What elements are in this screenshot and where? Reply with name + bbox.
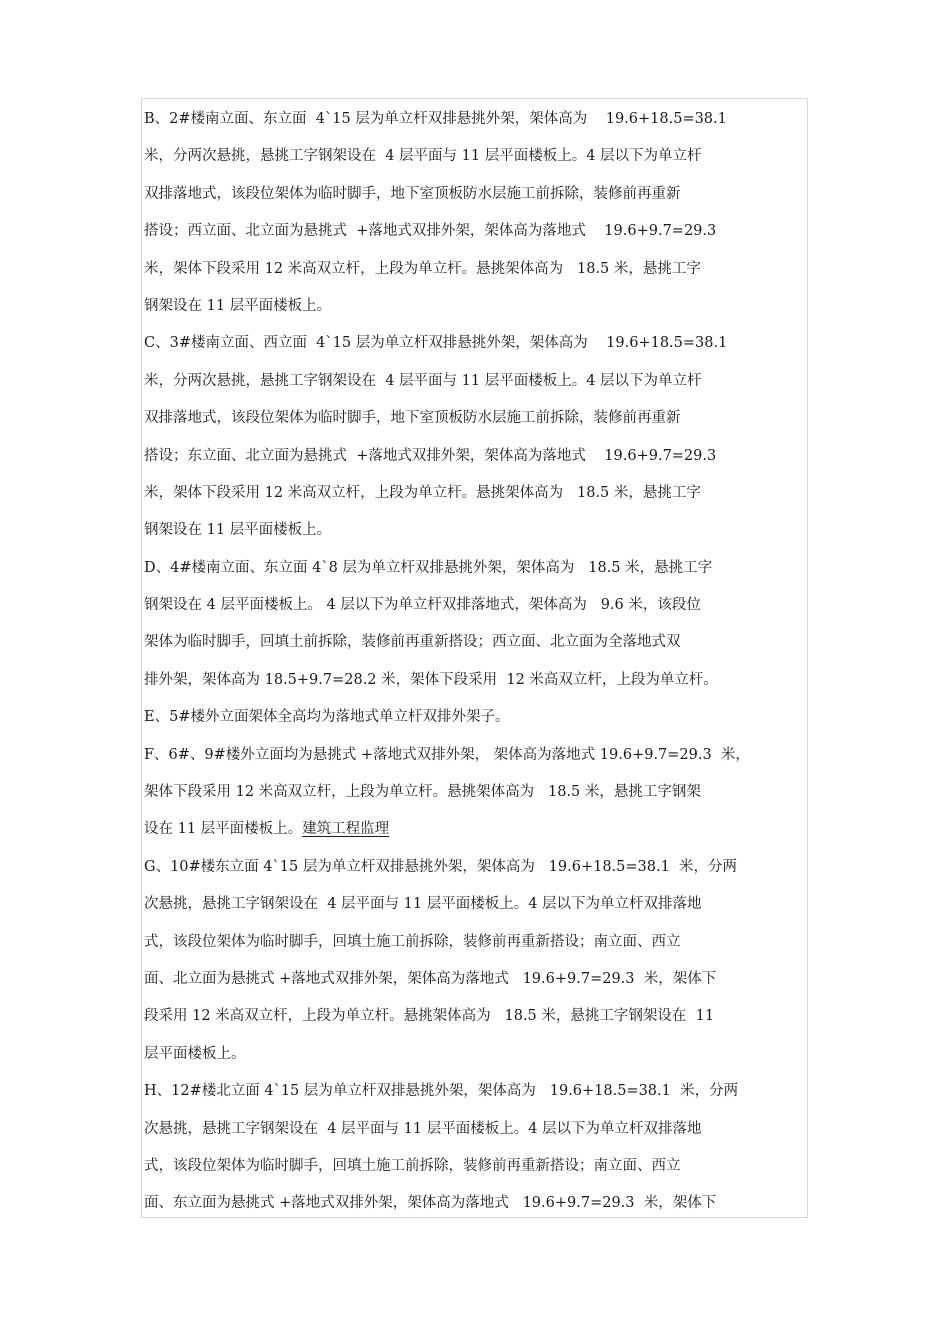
text-line (144, 292, 809, 329)
text-line (144, 1152, 809, 1189)
text-line-content: D、4#楼南立面、东立面 4`8 层为单立杆双排悬挑外架，架体高为 18.5 米，悬挑工字 (144, 559, 713, 576)
text-line (144, 628, 809, 665)
text-line (144, 142, 809, 179)
related-link[interactable]: 建筑工程监理 (302, 821, 390, 838)
text-line-content: 段采用 12 米高双立杆，上段为单立杆。悬挑架体高为 18.5 米，悬挑工字钢架设在 11 (144, 1008, 715, 1025)
text-line-content: F、6#、9#楼外立面均为悬挑式 +落地式双排外架， 架体高为落地式 19.6+9.7=29.3 米， (144, 746, 750, 763)
text-line (144, 217, 809, 254)
text-line (144, 1115, 809, 1152)
text-line (144, 853, 809, 890)
text-line (144, 255, 809, 292)
text-line (144, 105, 809, 142)
text-line (144, 965, 809, 1002)
text-line (144, 404, 809, 441)
text-line-content: B、2#楼南立面、东立面 4`15 层为单立杆双排悬挑外架，架体高为 19.6+18.5=38.1 (144, 111, 727, 127)
text-line (144, 703, 809, 740)
text-line-content: H、12#楼北立面 4`15 层为单立杆双排悬挑外架，架体高为 19.6+18.5=38.1 米，分两 (144, 1083, 739, 1100)
text-line (144, 329, 809, 366)
document-body (144, 105, 809, 1227)
text-line-content: E、5#楼外立面架体全高均为落地式单立杆双排外架子。 (144, 709, 510, 726)
text-line-content: 次悬挑，悬挑工字钢架设在 4 层平面与 11 层平面楼板上。4 层以下为单立杆双排落地 (144, 896, 702, 913)
text-line (144, 180, 809, 217)
text-line-content: 钢架设在 4 层平面楼板上。 4 层以下为单立杆双排落地式，架体高为 9.6 米，该段位 (144, 597, 701, 614)
text-line (144, 1002, 809, 1039)
text-line-content: 设在 11 层平面楼板上。 (144, 821, 303, 838)
text-line (144, 554, 809, 591)
text-line (144, 1189, 809, 1226)
text-line-content: 米，分两次悬挑，悬挑工字钢架设在 4 层平面与 11 层平面楼板上。4 层以下为单立杆 (144, 148, 702, 165)
text-line-content: 米，分两次悬挑，悬挑工字钢架设在 4 层平面与 11 层平面楼板上。4 层以下为单立杆 (144, 372, 702, 389)
text-line-content: 式，该段位架体为临时脚手，回填土施工前拆除，装修前再重新搭设；南立面、西立 (144, 1157, 681, 1174)
text-line-content: 面、东立面为悬挑式 +落地式双排外架，架体高为落地式 19.6+9.7=29.3 米，架体下 (144, 1195, 717, 1212)
text-line (144, 1040, 809, 1077)
text-line-content: 米，架体下段采用 12 米高双立杆，上段为单立杆。悬挑架体高为 18.5 米，悬挑工字 (144, 484, 701, 501)
text-line-content: 双排落地式，该段位架体为临时脚手，地下室顶板防水层施工前拆除，装修前再重新 (144, 410, 681, 427)
text-line (144, 890, 809, 927)
text-line-content: 面、北立面为悬挑式 +落地式双排外架，架体高为落地式 19.6+9.7=29.3 米，架体下 (144, 970, 717, 987)
text-line-content: C、3#楼南立面、西立面 4`15 层为单立杆双排悬挑外架，架体高为 19.6+18.5=38.1 (144, 335, 728, 352)
text-line (144, 778, 809, 815)
text-line-content: 双排落地式，该段位架体为临时脚手，地下室顶板防水层施工前拆除，装修前再重新 (144, 185, 681, 202)
text-line (144, 479, 809, 516)
text-line-content: 钢架设在 11 层平面楼板上。 (144, 297, 332, 314)
text-line-content: 米，架体下段采用 12 米高双立杆，上段为单立杆。悬挑架体高为 18.5 米，悬挑工字 (144, 260, 701, 277)
text-line-content: 搭设；西立面、北立面为悬挑式 +落地式双排外架，架体高为落地式 19.6+9.7=29.3 (144, 223, 717, 240)
text-line-content: G、10#楼东立面 4`15 层为单立杆双排悬挑外架，架体高为 19.6+18.5=38.1 米，分两 (144, 858, 738, 875)
text-line (144, 666, 809, 703)
text-line-content: 架体下段采用 12 米高双立杆，上段为单立杆。悬挑架体高为 18.5 米，悬挑工字钢架 (144, 784, 701, 801)
text-line-content: 式，该段位架体为临时脚手，回填土施工前拆除，装修前再重新搭设；南立面、西立 (144, 933, 681, 950)
text-line (144, 741, 809, 778)
text-line-content: 钢架设在 11 层平面楼板上。 (144, 522, 332, 539)
text-line-content: 搭设；东立面、北立面为悬挑式 +落地式双排外架，架体高为落地式 19.6+9.7=29.3 (144, 447, 717, 464)
text-line (144, 516, 809, 553)
text-line (144, 367, 809, 404)
text-line (144, 815, 809, 852)
text-line (144, 442, 809, 479)
text-line (144, 928, 809, 965)
text-line (144, 591, 809, 628)
text-line-content: 排外架，架体高为 18.5+9.7=28.2 米，架体下段采用 12 米高双立杆，上段为单立杆。 (144, 671, 718, 688)
text-line-content: 层平面楼板上。 (144, 1045, 246, 1062)
text-line-content: 次悬挑，悬挑工字钢架设在 4 层平面与 11 层平面楼板上。4 层以下为单立杆双排落地 (144, 1120, 702, 1137)
text-line (144, 1077, 809, 1114)
text-line-content: 架体为临时脚手，回填土前拆除，装修前再重新搭设；西立面、北立面为全落地式双 (144, 634, 681, 651)
